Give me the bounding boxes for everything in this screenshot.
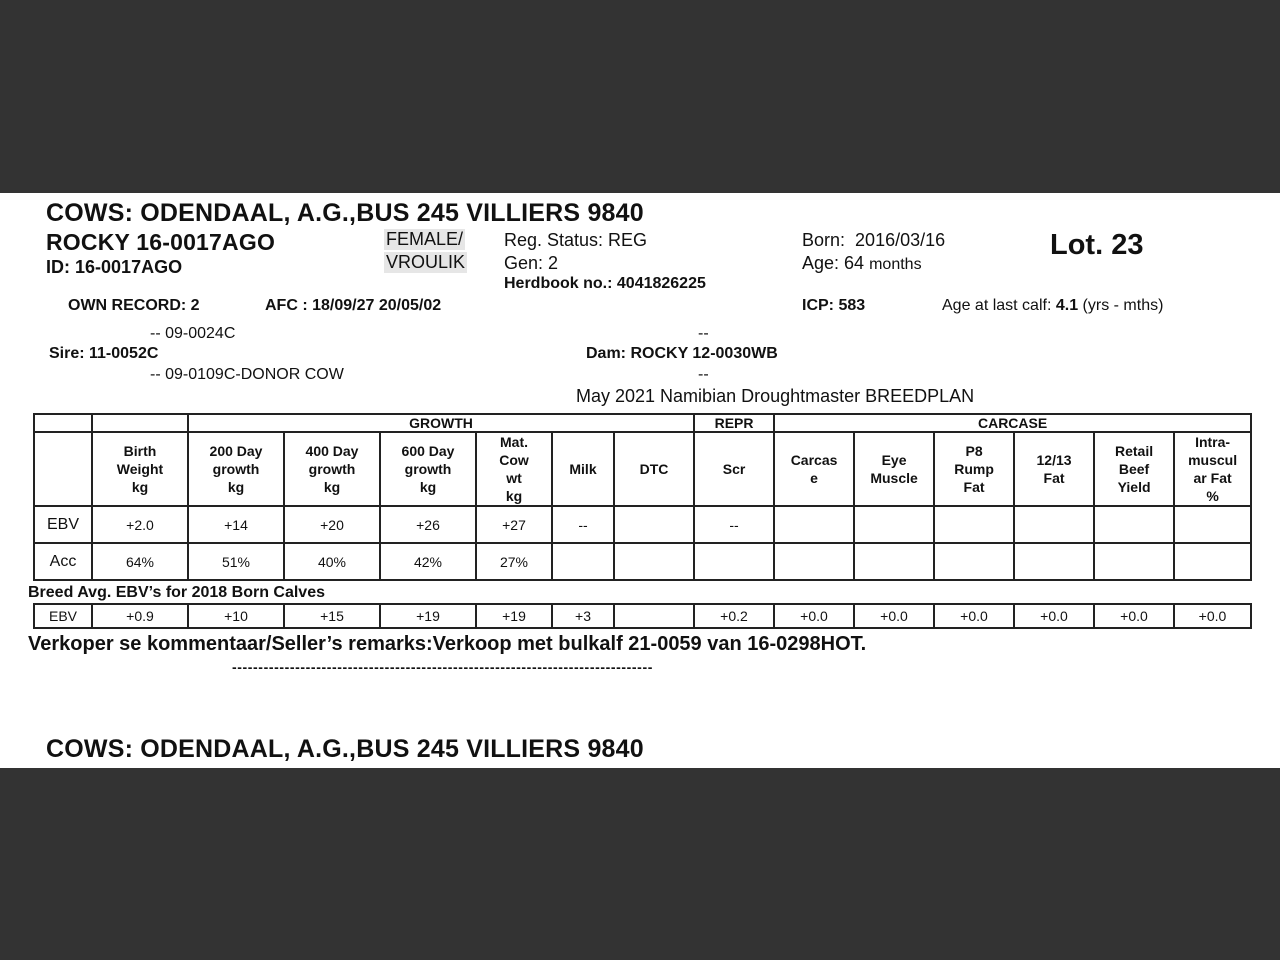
divider-line: -------------------------------------------------------------------------------- bbox=[232, 659, 653, 675]
table-cell bbox=[854, 506, 934, 543]
column-header-line: 600 Day bbox=[401, 443, 455, 459]
sex-af: VROULIK bbox=[386, 252, 466, 272]
column-header-9 bbox=[774, 432, 854, 506]
column-header-4 bbox=[380, 432, 476, 506]
column-header-line: 200 Day bbox=[209, 443, 263, 459]
column-header-line: Yield bbox=[1117, 479, 1151, 495]
column-header-line: Cow bbox=[499, 452, 529, 468]
table-cell bbox=[1174, 506, 1251, 543]
born-label: Born: bbox=[802, 230, 846, 250]
age-last-calf-unit: (yrs - mths) bbox=[1082, 297, 1164, 314]
lot-number: Lot. 23 bbox=[1050, 229, 1144, 261]
column-header-line: P8 bbox=[965, 443, 983, 459]
group-blank-2 bbox=[92, 414, 188, 432]
column-header-line: Weight bbox=[116, 461, 164, 477]
column-header-6 bbox=[552, 432, 614, 506]
table-cell: +0.0 bbox=[1174, 604, 1251, 628]
table-cell bbox=[694, 543, 774, 580]
column-header-line: Eye bbox=[881, 452, 907, 468]
table-cell: 40% bbox=[284, 543, 380, 580]
table-cell: -- bbox=[694, 506, 774, 543]
table-cell bbox=[1094, 543, 1174, 580]
generation: Gen: 2 bbox=[504, 253, 559, 273]
table-cell bbox=[614, 543, 694, 580]
column-header-line: kg bbox=[419, 479, 437, 495]
herdbook bbox=[504, 275, 706, 293]
age-value: 64 bbox=[844, 253, 865, 273]
table-row bbox=[34, 506, 1251, 543]
column-header-line: Muscle bbox=[870, 470, 918, 486]
row-label: EBV bbox=[34, 506, 92, 543]
column-header-line: growth bbox=[308, 461, 356, 477]
table-cell: 64% bbox=[92, 543, 188, 580]
ebv-table bbox=[33, 413, 1252, 581]
column-header-line: % bbox=[1206, 488, 1219, 504]
table-cell: +19 bbox=[476, 604, 552, 628]
column-header-12 bbox=[1014, 432, 1094, 506]
table-cell: +0.0 bbox=[854, 604, 934, 628]
breed-avg-title: Breed Avg. EBV’s for 2018 Born Calves bbox=[28, 584, 325, 601]
age-label: Age: bbox=[802, 253, 840, 273]
table-cell bbox=[614, 604, 694, 628]
column-header-line: Rump bbox=[954, 461, 994, 477]
id-label: ID: bbox=[46, 257, 70, 277]
column-header-line: Retail bbox=[1114, 443, 1154, 459]
table-cell bbox=[934, 543, 1014, 580]
column-header-line: Beef bbox=[1118, 461, 1150, 477]
table-cell bbox=[934, 506, 1014, 543]
column-header-line: Intra- bbox=[1195, 434, 1231, 450]
table-cell: +3 bbox=[552, 604, 614, 628]
table-cell bbox=[1174, 543, 1251, 580]
table-cell bbox=[614, 506, 694, 543]
column-header-line: 12/13 bbox=[1036, 452, 1072, 468]
table-cell bbox=[552, 543, 614, 580]
afc: AFC : 18/09/27 20/05/02 bbox=[265, 297, 442, 314]
column-header-line: Fat bbox=[1043, 470, 1065, 486]
column-header-line: growth bbox=[404, 461, 452, 477]
animal-id bbox=[46, 257, 182, 278]
column-header-line: Mat. bbox=[500, 434, 528, 450]
column-header-line: ar Fat bbox=[1193, 470, 1232, 486]
id-value: 16-0017AGO bbox=[75, 257, 183, 277]
header-blank bbox=[34, 432, 92, 506]
table-cell: +14 bbox=[188, 506, 284, 543]
column-header-13 bbox=[1094, 432, 1174, 506]
table-cell: +0.0 bbox=[1094, 604, 1174, 628]
column-header-line: growth bbox=[212, 461, 260, 477]
column-header-line: kg bbox=[323, 479, 341, 495]
group-carcase: CARCASE bbox=[774, 414, 1251, 432]
dam: Dam: ROCKY 12-0030WB bbox=[586, 345, 778, 362]
table-cell: -- bbox=[552, 506, 614, 543]
column-header-line: Milk bbox=[569, 461, 597, 477]
group-growth: GROWTH bbox=[188, 414, 694, 432]
herdbook-label: Herdbook no.: bbox=[504, 275, 613, 292]
table-cell: 42% bbox=[380, 543, 476, 580]
table-cell bbox=[1094, 506, 1174, 543]
column-header-line: kg bbox=[227, 479, 245, 495]
table-cell: +15 bbox=[284, 604, 380, 628]
age-unit: months bbox=[869, 256, 922, 273]
herdbook-value: 4041826225 bbox=[616, 275, 706, 292]
column-header-line: Fat bbox=[963, 479, 985, 495]
group-blank-1 bbox=[34, 414, 92, 432]
breeder-title: COWS: ODENDAAL, A.G.,BUS 245 VILLIERS 9840 bbox=[46, 199, 644, 227]
breed-avg-table bbox=[33, 603, 1252, 629]
table-row bbox=[34, 543, 1251, 580]
next-breeder-title: COWS: ODENDAAL, A.G.,BUS 245 VILLIERS 9840 bbox=[46, 735, 644, 763]
table-cell: +26 bbox=[380, 506, 476, 543]
lot-sheet bbox=[0, 193, 1280, 768]
column-header-line: wt bbox=[506, 470, 522, 486]
born bbox=[802, 230, 945, 251]
table-cell bbox=[1014, 543, 1094, 580]
sire-dam: -- 09-0109C-DONOR COW bbox=[150, 366, 344, 383]
column-header-8 bbox=[694, 432, 774, 506]
dam-dam: -- bbox=[698, 366, 709, 383]
age-last-calf bbox=[942, 297, 1163, 315]
column-header-line: Carcas bbox=[790, 452, 838, 468]
column-header-3 bbox=[284, 432, 380, 506]
table-cell bbox=[1014, 506, 1094, 543]
born-value: 2016/03/16 bbox=[855, 230, 946, 250]
age-last-calf-label: Age at last calf: bbox=[942, 297, 1052, 314]
own-record: OWN RECORD: 2 bbox=[68, 297, 200, 314]
column-header-line: kg bbox=[505, 488, 523, 504]
reg-status: Reg. Status: REG bbox=[504, 230, 648, 250]
table-cell: 27% bbox=[476, 543, 552, 580]
column-header-14 bbox=[1174, 432, 1251, 506]
column-header-7 bbox=[614, 432, 694, 506]
column-header-5 bbox=[476, 432, 552, 506]
column-header-line: Scr bbox=[722, 461, 746, 477]
column-header-10 bbox=[854, 432, 934, 506]
group-header-row bbox=[34, 414, 1251, 432]
breedplan-title: May 2021 Namibian Droughtmaster BREEDPLAN bbox=[576, 386, 975, 406]
group-repr: REPR bbox=[694, 414, 774, 432]
age-last-calf-value: 4.1 bbox=[1055, 297, 1079, 314]
table-cell: +0.9 bbox=[92, 604, 188, 628]
row-label: Acc bbox=[34, 543, 92, 580]
animal-name: ROCKY 16-0017AGO bbox=[46, 229, 276, 255]
column-header-1 bbox=[92, 432, 188, 506]
table-cell: 51% bbox=[188, 543, 284, 580]
sire-sire: -- 09-0024C bbox=[150, 325, 236, 342]
column-header-line: Birth bbox=[123, 443, 157, 459]
table-cell: +0.0 bbox=[1014, 604, 1094, 628]
column-header-line: e bbox=[810, 470, 818, 486]
age bbox=[802, 253, 922, 274]
column-header-2 bbox=[188, 432, 284, 506]
column-header-line: 400 Day bbox=[305, 443, 359, 459]
column-header-line: kg bbox=[131, 479, 149, 495]
table-cell: +0.0 bbox=[774, 604, 854, 628]
sire: Sire: 11-0052C bbox=[49, 345, 159, 362]
table-cell bbox=[774, 543, 854, 580]
table-row bbox=[34, 604, 1251, 628]
sex-en: FEMALE/ bbox=[386, 229, 464, 249]
column-header-line: DTC bbox=[639, 461, 669, 477]
seller-remarks: Verkoper se kommentaar/Seller’s remarks:Verkoop met bulkalf 21-0059 van 16-0298HOT. bbox=[28, 633, 867, 655]
column-header-11 bbox=[934, 432, 1014, 506]
table-cell: +20 bbox=[284, 506, 380, 543]
table-cell: +27 bbox=[476, 506, 552, 543]
table-cell: +10 bbox=[188, 604, 284, 628]
table-cell: +19 bbox=[380, 604, 476, 628]
table-cell bbox=[854, 543, 934, 580]
dam-sire: -- bbox=[698, 325, 709, 342]
table-cell bbox=[774, 506, 854, 543]
row-label: EBV bbox=[34, 604, 92, 628]
table-cell: +0.2 bbox=[694, 604, 774, 628]
column-header-row bbox=[34, 432, 1251, 506]
icp: ICP: 583 bbox=[802, 297, 866, 314]
column-header-line: muscul bbox=[1188, 452, 1238, 468]
table-cell: +2.0 bbox=[92, 506, 188, 543]
table-cell: +0.0 bbox=[934, 604, 1014, 628]
